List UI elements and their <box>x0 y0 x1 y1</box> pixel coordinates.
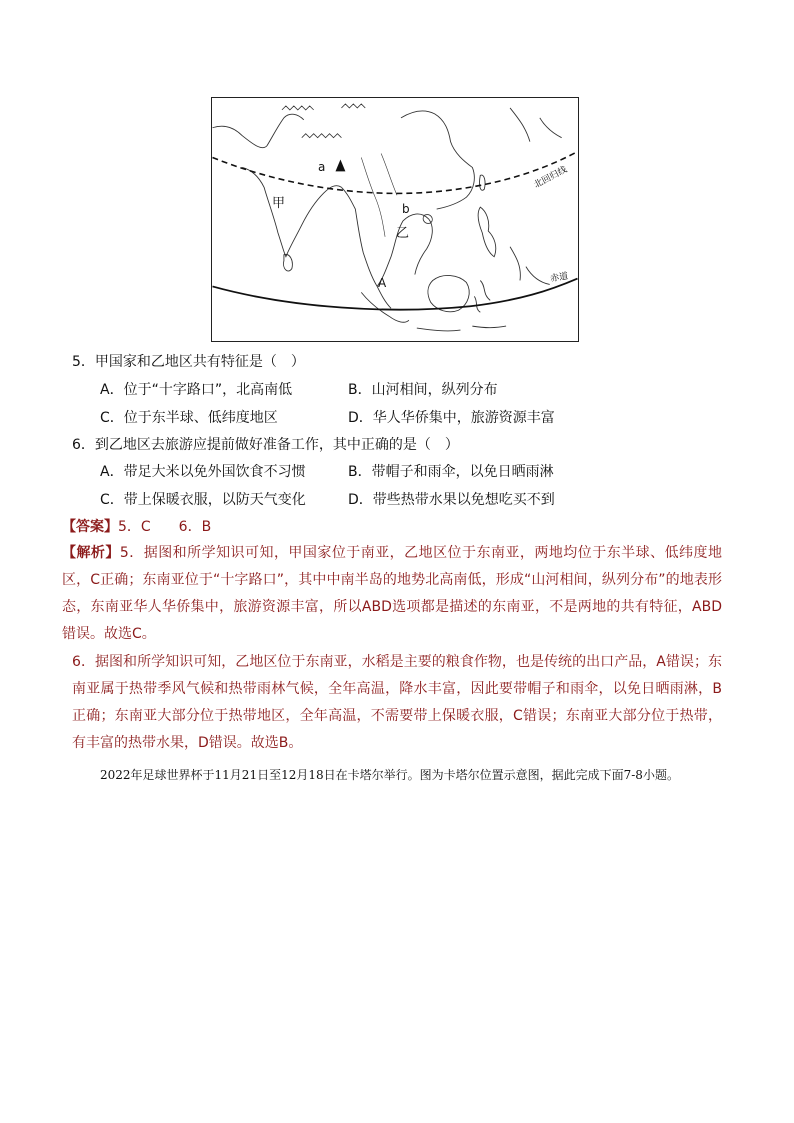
q5-option-c: C．位于东半球、低纬度地区 <box>100 410 278 426</box>
q6-option-d: D．带些热带水果以免想吃买不到 <box>348 492 555 508</box>
q5-option-d: D．华人华侨集中，旅游资源丰富 <box>348 410 555 426</box>
map-figure <box>211 97 579 342</box>
label-jia: 甲 <box>272 196 286 211</box>
q6-option-b: B．带帽子和雨伞，以免日晒雨淋 <box>348 464 554 480</box>
q5-option-a: A．位于“十字路口”，北高南低 <box>100 382 293 398</box>
question-5-stem: 5．甲国家和乙地区共有特征是（ ） <box>72 354 305 370</box>
analysis-6: 6．据图和所学知识可知，乙地区位于东南亚，水稻是主要的粮食作物，也是传统的出口产品，A错误；东南亚属于热带季风气候和热带雨林气候，全年高温，降水丰富，因此要带帽子和雨伞，以免日晒雨淋，B正确；东南亚大部分位于热带地区，全年高温，不需要带上保暖衣服，C错误；东南亚大部分位于热带，有丰富的热带水果，D错误。故选B。 <box>72 654 722 751</box>
answer-tag: 【答案】 <box>62 519 118 535</box>
south-southeast-asia-map <box>212 98 578 341</box>
q5-option-b: B．山河相间，纵列分布 <box>348 382 498 398</box>
q6-option-a: A．带足大米以免外国饮食不习惯 <box>100 464 306 480</box>
label-a: a <box>318 160 326 174</box>
analysis-tag: 【解析】 <box>62 545 120 561</box>
label-yi: 乙 <box>396 226 410 241</box>
label-equator: 赤道 <box>549 271 570 285</box>
label-tropic: 北回归线 <box>532 164 569 191</box>
analysis-5 <box>62 540 722 648</box>
analysis-5-text: 5．据图和所学知识可知，甲国家位于南亚，乙地区位于东南亚，两地均位于东半球、低纬度地区，C正确；东南亚位于“十字路口”，其中中南半岛的地势北高南低，形成“山河相间，纵列分布”的地表形态，东南亚华人华侨集中，旅游资源丰富，所以ABD选项都是描述的东南亚，不是两地的共有特征，ABD错误。故选C。 <box>62 545 722 642</box>
answer-line <box>62 517 211 537</box>
label-A: A <box>378 276 387 290</box>
section-intro-7-8: 2022年足球世界杯于11月21日至12月18日在卡塔尔举行。图为卡塔尔位置示意图，据此完成下面7-8小题。 <box>100 768 679 782</box>
question-6-stem: 6．到乙地区去旅游应提前做好准备工作，其中正确的是（ ） <box>72 437 459 453</box>
answer-text: 5．C 6．B <box>118 519 212 535</box>
mountain-peak-icon <box>335 159 345 171</box>
q6-option-c: C．带上保暖衣服，以防天气变化 <box>100 492 306 508</box>
label-b: b <box>402 202 410 216</box>
